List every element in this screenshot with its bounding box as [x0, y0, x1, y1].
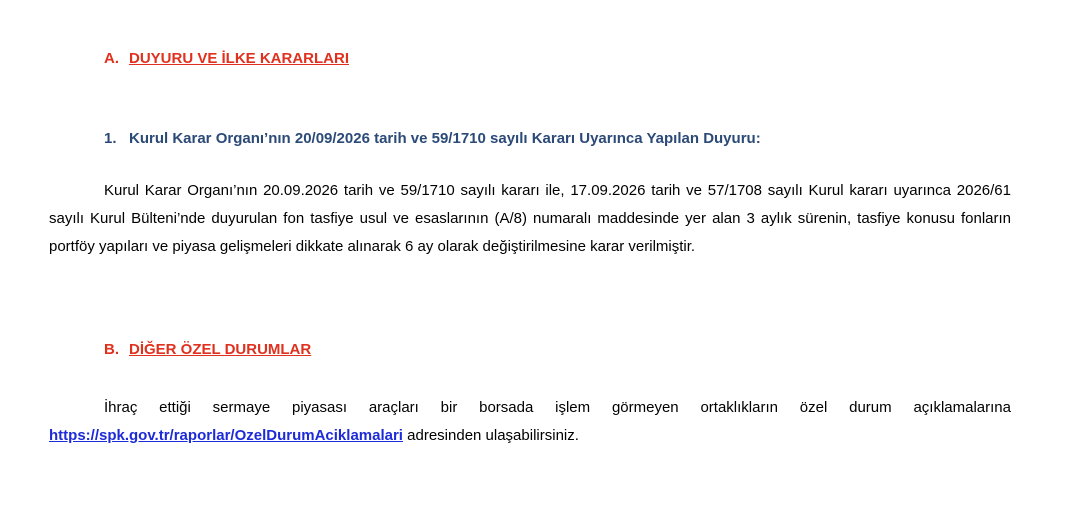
item-1-title: Kurul Karar Organı’nın 20/09/2026 tarih ve 59/1710 sayılı Kararı Uyarınca Yapılan Duyuru: [129, 130, 761, 147]
item-1-number: 1. [104, 130, 117, 147]
section-b-body-text: İhraç ettiği sermaye piyasası araçları bir borsada işlem görmeyen ortaklıkların özel durum açıklamalarına [104, 399, 1011, 416]
section-a-letter: A. [104, 50, 119, 67]
item-1-body: Kurul Karar Organı’nın 20.09.2026 tarih ve 59/1710 sayılı kararı ile, 17.09.2026 tarih ve 57/1708 sayılı Kurul kararı uyarınca 2026/61 sayılı Kurul Bülteni’nde duyurulan fon tasfiye usul ve esaslarının (A/8) numaralı maddesinde yer alan 3 aylık sürenin, tasfiye konusu fonların portföy yapıları ve piyasa gelişmeleri dikkate alınarak 6 ay olarak değiştirilmesine karar verilmiştir. [49, 182, 1011, 255]
section-b-body-suffix: adresinden ulaşabilirsiniz. [402, 427, 579, 444]
section-a-heading [104, 50, 349, 67]
section-b-body [49, 394, 1011, 450]
ozel-durum-link[interactable]: https://spk.gov.tr/raporlar/OzelDurumAciklamalari [49, 427, 403, 444]
section-b-title: DİĞER ÖZEL DURUMLAR [129, 341, 312, 358]
section-a-title: DUYURU VE İLKE KARARLARI [129, 50, 350, 67]
item-1-heading [104, 130, 761, 147]
section-b-letter: B. [104, 341, 119, 358]
section-b-heading [104, 341, 311, 358]
